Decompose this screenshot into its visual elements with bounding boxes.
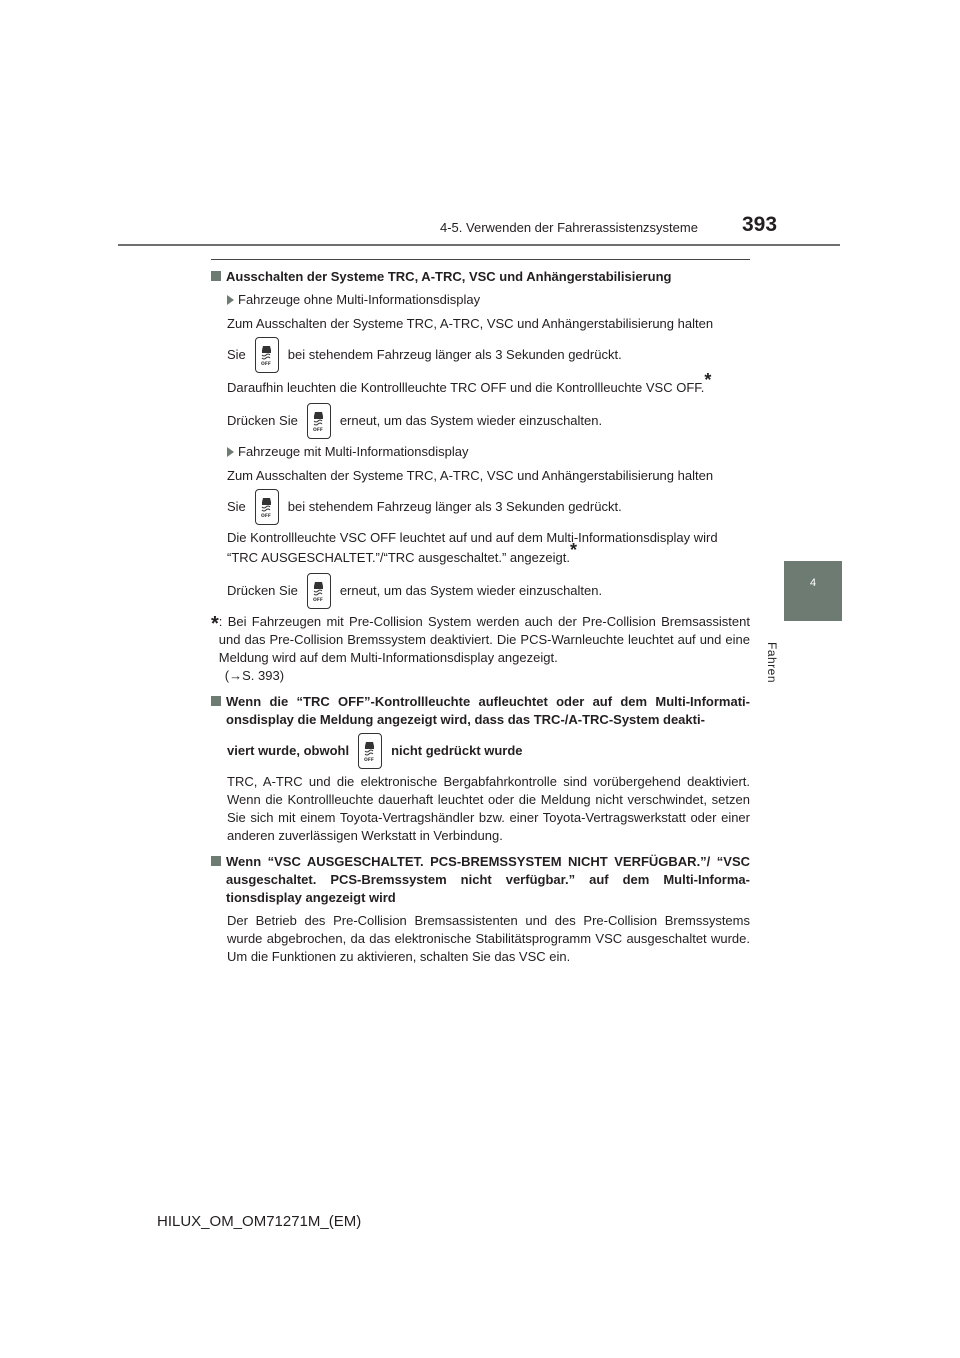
paragraph-with-icon: Sie OFF bei stehendem Fahrzeug länger als 3 Sekunden gedrückt.: [227, 337, 750, 373]
section-title: 4-5. Verwenden der Fahrerassistenzsysteme: [440, 220, 698, 235]
paragraph: Der Betrieb des Pre-Collision Bremsassistenten und des Pre-Collision Bremssystems wurde abgebrochen, da das elektronische Stabilitätsprogramm VSC ausgeschaltet wurde. Um die Funktionen zu aktivieren, schalten Sie das VSC ein.: [227, 913, 750, 964]
subsection-title: Fahrzeuge ohne Multi-Informationsdisplay: [227, 291, 750, 309]
paragraph-with-icon: Sie OFF bei stehendem Fahrzeug länger als 3 Sekunden gedrückt.: [227, 489, 750, 525]
square-bullet-icon: [211, 856, 221, 866]
svg-text:OFF: OFF: [260, 514, 271, 518]
triangle-bullet-icon: [227, 447, 234, 457]
header-divider: [118, 244, 840, 246]
document-id: HILUX_OM_OM71271M_(EM): [157, 1213, 362, 1230]
section-heading: Wenn “VSC AUSGESCHALTET. PCS-BREMSSYSTEM NICHT VERFÜGBAR.”/ “VSC ausgeschaltet. PCS-Bremssystem nicht verfügbar.” auf dem Multi-Informationsdisplay angezeigt wird: [211, 853, 750, 907]
section-heading-with-icon: viert wurde, obwohl OFF nicht gedrückt wurde: [227, 733, 750, 769]
triangle-bullet-icon: [227, 295, 234, 305]
page-number: 393: [742, 213, 778, 236]
paragraph-with-icon: Drücken Sie OFF erneut, um das System wieder einzuschalten.: [227, 573, 750, 609]
paragraph-with-icon: Drücken Sie OFF erneut, um das System wieder einzuschalten.: [227, 403, 750, 439]
chapter-label: Fahren: [765, 642, 779, 684]
paragraph: Zum Ausschalten der Systeme TRC, A-TRC, VSC und Anhängerstabilisierung halten: [227, 468, 714, 483]
square-bullet-icon: [211, 271, 221, 281]
footnote: * : Bei Fahrzeugen mit Pre-Collision System werden auch der Pre-Collision Bremsassistent und das Pre-Collision Bremssystem deaktiviert. Die PCS-Warnleuchte leuchtet auf und eine Meldung wird auf dem Multi-Informationsdisplay angezeigt. (→S. 393): [211, 613, 750, 683]
footnote-mark: *: [569, 540, 577, 560]
vsc-off-switch-icon: [255, 337, 279, 373]
chapter-number: 4: [809, 577, 817, 589]
vsc-off-switch-icon: [358, 733, 382, 769]
paragraph: “TRC AUSGESCHALTET.”/“TRC ausgeschaltet.” angezeigt.*: [227, 540, 577, 565]
vsc-off-switch-icon: [307, 403, 331, 439]
paragraph: Zum Ausschalten der Systeme TRC, A-TRC, VSC und Anhängerstabilisierung halten: [227, 316, 714, 331]
section-heading: Wenn die “TRC OFF”-Kontrollleuchte aufleuchtet oder auf dem Multi-Informationsdisplay die Meldung angezeigt wird, dass das TRC-/A-TRC-System deakti-: [211, 693, 750, 729]
svg-text:OFF: OFF: [260, 362, 271, 366]
section-divider: [211, 259, 750, 260]
subsection-title: Fahrzeuge mit Multi-Informationsdisplay: [227, 443, 750, 461]
svg-text:OFF: OFF: [312, 428, 323, 432]
vsc-off-switch-icon: [255, 489, 279, 525]
footnote-mark: *: [211, 613, 219, 635]
paragraph: TRC, A-TRC und die elektronische Bergabfahrkontrolle sind vorübergehend deaktiviert. Wenn die Kontrollleuchte dauerhaft leuchtet oder die Meldung nicht verschwindet, setzen Sie sich mit einem Toyota-Vertragshändler bzw. einer Toyota-Vertragswerkstatt oder einer anderen zuverlässigen Werkstatt in Verbindung.: [227, 774, 750, 843]
square-bullet-icon: [211, 696, 221, 706]
chapter-tab: [784, 561, 842, 621]
section-heading: Ausschalten der Systeme TRC, A-TRC, VSC und Anhängerstabilisierung: [211, 268, 750, 286]
svg-text:OFF: OFF: [364, 758, 375, 762]
vsc-off-switch-icon: [307, 573, 331, 609]
paragraph: Die Kontrollleuchte VSC OFF leuchtet auf und auf dem Multi-Informationsdisplay wird: [227, 530, 718, 545]
paragraph: Daraufhin leuchten die Kontrollleuchte TRC OFF und die Kontrollleuchte VSC OFF.*: [227, 370, 712, 395]
main-content: [211, 268, 750, 966]
svg-text:OFF: OFF: [312, 598, 323, 602]
footnote-mark: *: [704, 370, 712, 390]
